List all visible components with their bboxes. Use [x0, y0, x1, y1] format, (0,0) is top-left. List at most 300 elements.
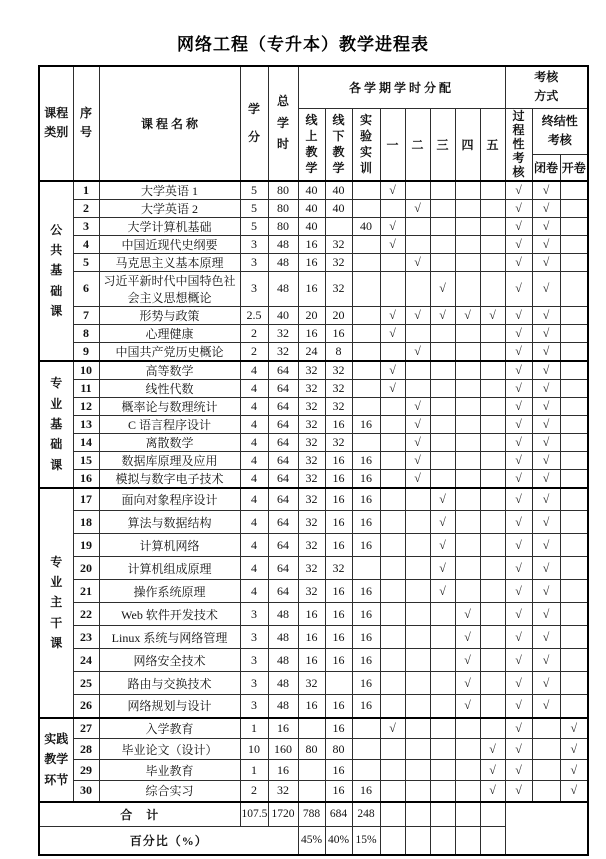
cell-course-name: 大学英语 1: [99, 181, 240, 200]
cell-process-check: √: [505, 672, 532, 695]
cell-process-check: √: [505, 253, 532, 271]
cell-course-name: 毕业论文（设计）: [99, 739, 240, 760]
cell-semester-4-check: [455, 534, 480, 557]
cell-practice-hours: 16: [352, 649, 380, 672]
cell-closed-book-check: √: [532, 361, 560, 380]
cell-semester-3-check: [430, 379, 455, 397]
cell-semester-1-check: [380, 488, 405, 511]
category-label: 专业主干课: [50, 554, 63, 651]
cell-semester-4-check: [455, 379, 480, 397]
summary-percent-label: 百分比（%）: [39, 827, 298, 855]
cell-semester-2-check: [405, 488, 430, 511]
cell-semester-2-check: [405, 626, 430, 649]
cell-practice-hours: [352, 718, 380, 739]
cell-credits: 4: [240, 433, 268, 451]
cell-open-book-check: [560, 235, 588, 253]
cell-credits: 3: [240, 649, 268, 672]
summary-total-online: 788: [298, 802, 325, 827]
cell-credits: 3: [240, 626, 268, 649]
cell-seq: 2: [73, 199, 99, 217]
cell-offline-hours: 16: [325, 695, 352, 718]
col-header-open-book: 开卷: [560, 155, 588, 181]
cell-credits: 2.5: [240, 306, 268, 324]
cell-semester-1-check: √: [380, 217, 405, 235]
cell-total-hours: 40: [268, 306, 298, 324]
cell-credits: 3: [240, 695, 268, 718]
cell-semester-3-check: [430, 217, 455, 235]
cell-credits: 3: [240, 235, 268, 253]
cell-credits: 4: [240, 511, 268, 534]
course-row: [39, 235, 588, 253]
cell-total-hours: 64: [268, 379, 298, 397]
cell-semester-4-check: [455, 451, 480, 469]
cell-open-book-check: [560, 271, 588, 306]
cell-credits: 5: [240, 199, 268, 217]
cell-total-hours: 16: [268, 718, 298, 739]
cell-open-book-check: [560, 397, 588, 415]
cell-seq: 27: [73, 718, 99, 739]
cell-total-hours: 48: [268, 672, 298, 695]
cell-semester-2-check: √: [405, 469, 430, 488]
cell-open-book-check: [560, 324, 588, 342]
cell-open-book-check: [560, 649, 588, 672]
cell-semester-5-check: [480, 433, 505, 451]
cell-open-book-check: [560, 253, 588, 271]
cell-semester-2-check: [405, 511, 430, 534]
cell-semester-2-check: [405, 760, 430, 781]
cell-offline-hours: 32: [325, 271, 352, 306]
course-row: [39, 217, 588, 235]
cell-open-book-check: [560, 469, 588, 488]
cell-course-name: 网络规划与设计: [99, 695, 240, 718]
cell-practice-hours: 16: [352, 511, 380, 534]
cell-course-name: 计算机网络: [99, 534, 240, 557]
cell-closed-book-check: √: [532, 649, 560, 672]
summary-rows: [39, 802, 588, 855]
cell-practice-hours: 16: [352, 695, 380, 718]
cell-course-name: 毕业教育: [99, 760, 240, 781]
cell-online-hours: [298, 760, 325, 781]
cell-semester-4-check: [455, 469, 480, 488]
cell-online-hours: 32: [298, 580, 325, 603]
col-header-seq: [73, 66, 99, 181]
cell-semester-1-check: √: [380, 306, 405, 324]
cell-practice-hours: 16: [352, 580, 380, 603]
summary-percent-semester-2: [405, 827, 430, 855]
cell-closed-book-check: [532, 781, 560, 802]
cell-semester-3-check: √: [430, 306, 455, 324]
cell-semester-4-check: [455, 718, 480, 739]
cell-offline-hours: 8: [325, 342, 352, 361]
cell-course-name: 大学计算机基础: [99, 217, 240, 235]
summary-total-semester-4: [455, 802, 480, 827]
cell-closed-book-check: [532, 760, 560, 781]
cell-semester-4-check: [455, 199, 480, 217]
cell-semester-4-check: [455, 361, 480, 380]
cell-semester-1-check: [380, 433, 405, 451]
cell-process-check: √: [505, 235, 532, 253]
cell-semester-1-check: [380, 603, 405, 626]
course-row: [39, 199, 588, 217]
cell-seq: 4: [73, 235, 99, 253]
cell-practice-hours: 16: [352, 469, 380, 488]
cell-online-hours: 32: [298, 469, 325, 488]
cell-course-name: 综合实习: [99, 781, 240, 802]
col-header-assessment: [505, 66, 588, 108]
course-row: [39, 603, 588, 626]
cell-semester-3-check: [430, 253, 455, 271]
cell-online-hours: 32: [298, 672, 325, 695]
cell-seq: 23: [73, 626, 99, 649]
cell-process-check: √: [505, 718, 532, 739]
cell-semester-1-check: [380, 649, 405, 672]
summary-total-semester-2: [405, 802, 430, 827]
cell-online-hours: 40: [298, 181, 325, 200]
cell-semester-3-check: [430, 433, 455, 451]
cell-open-book-check: √: [560, 781, 588, 802]
cell-credits: 1: [240, 760, 268, 781]
course-row: [39, 672, 588, 695]
cell-semester-4-check: [455, 557, 480, 580]
summary-total-credits: 107.5: [240, 802, 268, 827]
cell-open-book-check: [560, 557, 588, 580]
cell-credits: 2: [240, 342, 268, 361]
cell-seq: 14: [73, 433, 99, 451]
cell-semester-1-check: [380, 451, 405, 469]
course-row: [39, 342, 588, 361]
summary-percent-online: 45%: [298, 827, 325, 855]
cell-seq: 13: [73, 415, 99, 433]
cell-practice-hours: [352, 271, 380, 306]
cell-credits: 3: [240, 672, 268, 695]
summary-percent-semester-4: [455, 827, 480, 855]
cell-seq: 7: [73, 306, 99, 324]
cell-semester-4-check: √: [455, 603, 480, 626]
cell-semester-5-check: [480, 342, 505, 361]
cell-semester-4-check: [455, 235, 480, 253]
cell-process-check: √: [505, 469, 532, 488]
cell-semester-5-check: [480, 271, 505, 306]
cell-credits: 4: [240, 415, 268, 433]
cell-credits: 10: [240, 739, 268, 760]
cell-semester-1-check: [380, 469, 405, 488]
cell-seq: 16: [73, 469, 99, 488]
cell-practice-hours: 16: [352, 488, 380, 511]
cell-total-hours: 80: [268, 181, 298, 200]
cell-process-check: √: [505, 451, 532, 469]
cell-closed-book-check: √: [532, 397, 560, 415]
cell-practice-hours: 40: [352, 217, 380, 235]
cell-semester-5-check: [480, 626, 505, 649]
cell-semester-2-check: [405, 672, 430, 695]
category-cell: [39, 181, 73, 361]
cell-semester-4-check: [455, 253, 480, 271]
cell-online-hours: 16: [298, 271, 325, 306]
cell-online-hours: 20: [298, 306, 325, 324]
cell-process-check: √: [505, 695, 532, 718]
cell-online-hours: 16: [298, 253, 325, 271]
cell-semester-1-check: [380, 199, 405, 217]
cell-semester-3-check: [430, 397, 455, 415]
cell-practice-hours: 16: [352, 626, 380, 649]
cell-semester-2-check: √: [405, 397, 430, 415]
summary-percent-practice: 15%: [352, 827, 380, 855]
cell-practice-hours: [352, 433, 380, 451]
cell-online-hours: 24: [298, 342, 325, 361]
cell-total-hours: 80: [268, 217, 298, 235]
cell-semester-1-check: √: [380, 361, 405, 380]
cell-total-hours: 48: [268, 253, 298, 271]
cell-semester-2-check: √: [405, 451, 430, 469]
cell-semester-5-check: [480, 649, 505, 672]
cell-credits: 5: [240, 217, 268, 235]
cell-process-check: √: [505, 397, 532, 415]
cell-course-name: 中国共产党历史概论: [99, 342, 240, 361]
cell-closed-book-check: √: [532, 511, 560, 534]
col-header-final-assessment: [532, 108, 588, 155]
cell-practice-hours: 16: [352, 534, 380, 557]
cell-online-hours: 16: [298, 324, 325, 342]
col-header-assessment-label: 考核方式: [534, 70, 559, 104]
cell-semester-5-check: [480, 181, 505, 200]
cell-total-hours: 64: [268, 511, 298, 534]
cell-semester-5-check: √: [480, 739, 505, 760]
cell-practice-hours: [352, 379, 380, 397]
cell-offline-hours: 32: [325, 433, 352, 451]
cell-online-hours: 40: [298, 217, 325, 235]
cell-total-hours: 64: [268, 488, 298, 511]
cell-credits: 4: [240, 397, 268, 415]
cell-online-hours: 16: [298, 695, 325, 718]
cell-semester-4-check: [455, 511, 480, 534]
cell-total-hours: 48: [268, 235, 298, 253]
cell-practice-hours: [352, 760, 380, 781]
cell-total-hours: 48: [268, 271, 298, 306]
cell-semester-2-check: √: [405, 415, 430, 433]
cell-semester-3-check: √: [430, 511, 455, 534]
cell-semester-2-check: [405, 271, 430, 306]
cell-closed-book-check: √: [532, 557, 560, 580]
cell-seq: 3: [73, 217, 99, 235]
cell-credits: 4: [240, 379, 268, 397]
cell-open-book-check: √: [560, 718, 588, 739]
cell-semester-1-check: [380, 415, 405, 433]
cell-process-check: √: [505, 379, 532, 397]
col-header-offline-label: 线下教学: [332, 112, 345, 176]
cell-closed-book-check: √: [532, 580, 560, 603]
col-header-total-hours-label: 总学时: [276, 93, 289, 152]
cell-open-book-check: [560, 379, 588, 397]
cell-semester-1-check: √: [380, 181, 405, 200]
cell-credits: 4: [240, 534, 268, 557]
course-row: [39, 534, 588, 557]
cell-process-check: √: [505, 649, 532, 672]
cell-course-name: 操作系统原理: [99, 580, 240, 603]
cell-semester-1-check: [380, 511, 405, 534]
cell-total-hours: 64: [268, 469, 298, 488]
cell-online-hours: 16: [298, 649, 325, 672]
cell-semester-2-check: [405, 235, 430, 253]
cell-semester-4-check: [455, 181, 480, 200]
cell-semester-3-check: [430, 781, 455, 802]
cell-semester-5-check: √: [480, 760, 505, 781]
cell-process-check: √: [505, 415, 532, 433]
cell-practice-hours: [352, 181, 380, 200]
course-row: [39, 451, 588, 469]
col-header-category: [39, 66, 73, 181]
cell-course-name: C 语言程序设计: [99, 415, 240, 433]
cell-seq: 19: [73, 534, 99, 557]
cell-semester-3-check: √: [430, 488, 455, 511]
cell-offline-hours: 16: [325, 451, 352, 469]
cell-closed-book-check: √: [532, 379, 560, 397]
cell-credits: 4: [240, 557, 268, 580]
summary-percent-semester-3: [430, 827, 455, 855]
cell-process-check: √: [505, 306, 532, 324]
cell-semester-5-check: [480, 603, 505, 626]
cell-seq: 21: [73, 580, 99, 603]
cell-semester-2-check: √: [405, 342, 430, 361]
cell-semester-2-check: [405, 361, 430, 380]
cell-semester-4-check: [455, 433, 480, 451]
cell-practice-hours: [352, 397, 380, 415]
cell-semester-2-check: √: [405, 433, 430, 451]
course-row: [39, 306, 588, 324]
course-row: [39, 469, 588, 488]
cell-process-check: √: [505, 580, 532, 603]
cell-course-name: 面向对象程序设计: [99, 488, 240, 511]
cell-open-book-check: [560, 626, 588, 649]
cell-semester-1-check: √: [380, 379, 405, 397]
course-row: [39, 397, 588, 415]
cell-online-hours: 32: [298, 379, 325, 397]
cell-closed-book-check: √: [532, 271, 560, 306]
cell-total-hours: 64: [268, 534, 298, 557]
cell-practice-hours: [352, 361, 380, 380]
cell-semester-5-check: [480, 672, 505, 695]
cell-online-hours: 80: [298, 739, 325, 760]
col-header-semester-3: 三: [430, 108, 455, 181]
cell-open-book-check: [560, 181, 588, 200]
cell-course-name: 心理健康: [99, 324, 240, 342]
course-row: [39, 488, 588, 511]
col-header-credits-label: 学分: [247, 101, 260, 145]
cell-online-hours: 32: [298, 361, 325, 380]
course-row: [39, 253, 588, 271]
cell-semester-3-check: [430, 415, 455, 433]
cell-semester-1-check: [380, 580, 405, 603]
cell-semester-2-check: [405, 217, 430, 235]
cell-online-hours: 16: [298, 235, 325, 253]
cell-seq: 29: [73, 760, 99, 781]
cell-offline-hours: [325, 672, 352, 695]
summary-total-practice: 248: [352, 802, 380, 827]
cell-offline-hours: 40: [325, 199, 352, 217]
cell-open-book-check: [560, 433, 588, 451]
cell-offline-hours: 16: [325, 781, 352, 802]
cell-credits: 4: [240, 451, 268, 469]
cell-online-hours: 32: [298, 488, 325, 511]
col-header-semester-4: 四: [455, 108, 480, 181]
course-row: [39, 511, 588, 534]
category-label: 专业基础课: [50, 376, 63, 472]
cell-online-hours: 32: [298, 451, 325, 469]
cell-closed-book-check: √: [532, 235, 560, 253]
cell-total-hours: 32: [268, 781, 298, 802]
course-rows: [39, 181, 588, 802]
cell-process-check: √: [505, 217, 532, 235]
course-row: [39, 626, 588, 649]
cell-course-name: 路由与交换技术: [99, 672, 240, 695]
cell-process-check: √: [505, 626, 532, 649]
col-header-seq-label: 序号: [79, 106, 92, 140]
cell-process-check: √: [505, 488, 532, 511]
summary-total-semester-3: [430, 802, 455, 827]
cell-offline-hours: 16: [325, 603, 352, 626]
col-header-total-hours: [268, 66, 298, 181]
cell-process-check: √: [505, 361, 532, 380]
cell-semester-2-check: [405, 603, 430, 626]
cell-practice-hours: [352, 324, 380, 342]
course-row: [39, 718, 588, 739]
course-row: [39, 695, 588, 718]
cell-seq: 10: [73, 361, 99, 380]
cell-closed-book-check: √: [532, 217, 560, 235]
cell-semester-3-check: √: [430, 580, 455, 603]
cell-semester-1-check: [380, 253, 405, 271]
cell-offline-hours: [325, 217, 352, 235]
cell-semester-3-check: [430, 451, 455, 469]
cell-seq: 17: [73, 488, 99, 511]
cell-semester-2-check: [405, 695, 430, 718]
cell-practice-hours: 16: [352, 415, 380, 433]
cell-semester-1-check: [380, 626, 405, 649]
cell-semester-3-check: [430, 324, 455, 342]
course-row: [39, 781, 588, 802]
course-row: [39, 557, 588, 580]
cell-online-hours: 32: [298, 397, 325, 415]
cell-semester-1-check: [380, 397, 405, 415]
cell-process-check: √: [505, 324, 532, 342]
col-header-practice: [352, 108, 380, 181]
cell-process-check: √: [505, 534, 532, 557]
cell-closed-book-check: √: [532, 253, 560, 271]
col-header-online-label: 线上教学: [305, 112, 318, 176]
cell-open-book-check: [560, 415, 588, 433]
course-row: [39, 361, 588, 380]
cell-semester-2-check: √: [405, 306, 430, 324]
cell-semester-5-check: [480, 580, 505, 603]
cell-process-check: √: [505, 557, 532, 580]
cell-semester-3-check: [430, 199, 455, 217]
cell-course-name: 算法与数据结构: [99, 511, 240, 534]
cell-total-hours: 32: [268, 324, 298, 342]
course-row: [39, 415, 588, 433]
cell-open-book-check: [560, 488, 588, 511]
cell-semester-5-check: [480, 557, 505, 580]
cell-semester-5-check: √: [480, 781, 505, 802]
summary-total-semester-1: [380, 802, 405, 827]
cell-total-hours: 48: [268, 649, 298, 672]
cell-open-book-check: [560, 603, 588, 626]
cell-seq: 24: [73, 649, 99, 672]
cell-offline-hours: 20: [325, 306, 352, 324]
cell-semester-3-check: [430, 342, 455, 361]
cell-offline-hours: 32: [325, 253, 352, 271]
cell-open-book-check: [560, 361, 588, 380]
cell-semester-2-check: [405, 649, 430, 672]
cell-online-hours: 32: [298, 511, 325, 534]
